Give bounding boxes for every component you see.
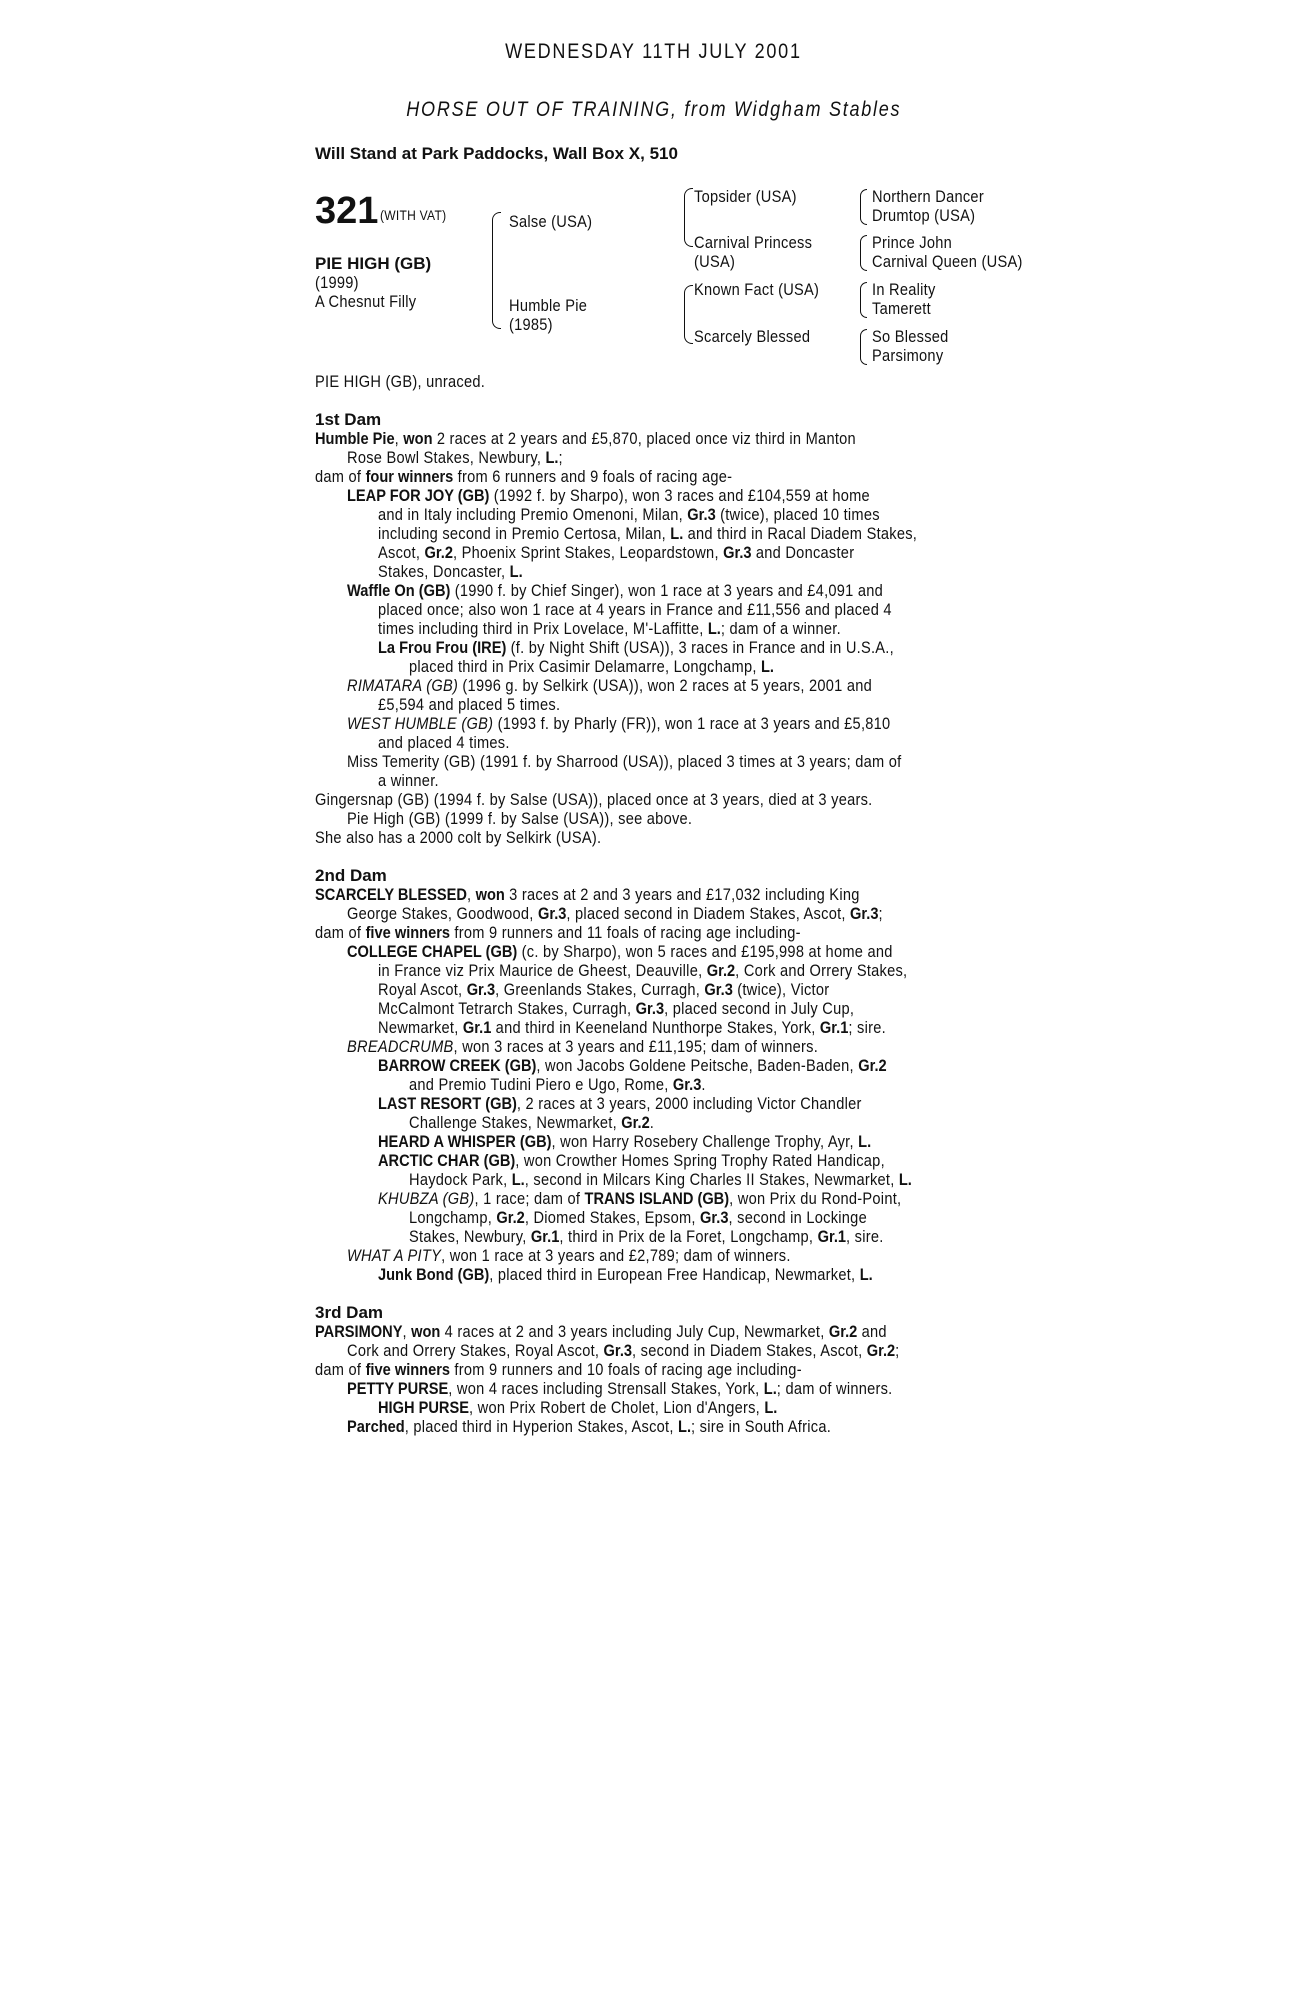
pedigree-gs2: Known Fact (USA): [694, 280, 820, 299]
text-line: La Frou Frou (IRE) (f. by Night Shift (USA)), 3 races in France and in U.S.A.,: [378, 638, 894, 657]
pedigree-g2a: Prince John: [872, 233, 953, 252]
section-heading: 1st Dam: [315, 410, 382, 429]
text-line: dam of five winners from 9 runners and 11 foals of racing age including-: [315, 923, 801, 942]
sale-subtitle: HORSE OUT OF TRAINING, from Widgham Stables: [406, 98, 901, 121]
text-line: including second in Premio Certosa, Milan, L. and third in Racal Diadem Stakes,: [378, 524, 918, 543]
section-heading: 2nd Dam: [315, 866, 387, 885]
text-line: Longchamp, Gr.2, Diomed Stakes, Epsom, Gr.3, second in Lockinge: [409, 1208, 867, 1227]
text-line: SCARCELY BLESSED, won 3 races at 2 and 3 years and £17,032 including King: [315, 885, 860, 904]
section-heading: 3rd Dam: [315, 1303, 384, 1322]
text-line: in France viz Prix Maurice de Gheest, Deauville, Gr.2, Cork and Orrery Stakes,: [378, 961, 908, 980]
text-line: George Stakes, Goodwood, Gr.3, placed second in Diadem Stakes, Ascot, Gr.3;: [347, 904, 883, 923]
pedigree-g4a: So Blessed: [872, 327, 949, 346]
text-line: placed once; also won 1 race at 4 years in France and £11,556 and placed 4: [378, 600, 892, 619]
text-line: BREADCRUMB, won 3 races at 3 years and £11,195; dam of winners.: [347, 1037, 819, 1056]
text-line: Ascot, Gr.2, Phoenix Sprint Stakes, Leopardstown, Gr.3 and Doncaster: [378, 543, 855, 562]
pedigree-brace-4: [860, 189, 867, 225]
text-line: Stakes, Newbury, Gr.1, third in Prix de la Foret, Longchamp, Gr.1, sire.: [409, 1227, 884, 1246]
text-line: Challenge Stakes, Newmarket, Gr.2.: [409, 1113, 655, 1132]
vat-note: (WITH VAT): [380, 207, 447, 223]
text-line: LEAP FOR JOY (GB) (1992 f. by Sharpo), won 3 races and £104,559 at home: [347, 486, 870, 505]
text-line: times including third in Prix Lovelace, M'-Laffitte, L.; dam of a winner.: [378, 619, 841, 638]
pedigree-g2b: Carnival Queen (USA): [872, 252, 1023, 271]
text-line: Haydock Park, L., second in Milcars King Charles II Stakes, Newmarket, L.: [409, 1170, 912, 1189]
text-line: £5,594 and placed 5 times.: [378, 695, 561, 714]
text-line: McCalmont Tetrarch Stakes, Curragh, Gr.3, placed second in July Cup,: [378, 999, 855, 1018]
pedigree-brace-1: [492, 212, 501, 329]
text-line: Stakes, Doncaster, L.: [378, 562, 523, 581]
pedigree-g3a: In Reality: [872, 280, 936, 299]
race-record: PIE HIGH (GB), unraced.: [315, 372, 486, 391]
text-line: KHUBZA (GB), 1 race; dam of TRANS ISLAND (GB), won Prix du Rond-Point,: [378, 1189, 902, 1208]
text-line: dam of five winners from 9 runners and 10 foals of racing age including-: [315, 1360, 802, 1379]
text-line: ARCTIC CHAR (GB), won Crowther Homes Spring Trophy Rated Handicap,: [378, 1151, 885, 1170]
text-line: BARROW CREEK (GB), won Jacobs Goldene Peitsche, Baden-Baden, Gr.2: [378, 1056, 887, 1075]
text-line: HIGH PURSE, won Prix Robert de Cholet, Lion d'Angers, L.: [378, 1398, 778, 1417]
pedigree-brace-5: [860, 235, 867, 271]
text-line: Parched, placed third in Hyperion Stakes, Ascot, L.; sire in South Africa.: [347, 1417, 832, 1436]
text-line: PARSIMONY, won 4 races at 2 and 3 years including July Cup, Newmarket, Gr.2 and: [315, 1322, 887, 1341]
stand-location: Will Stand at Park Paddocks, Wall Box X, 510: [315, 144, 678, 163]
text-line: HEARD A WHISPER (GB), won Harry Rosebery Challenge Trophy, Ayr, L.: [378, 1132, 872, 1151]
text-line: a winner.: [378, 771, 439, 790]
pedigree-dam-year: (1985): [509, 315, 553, 334]
text-line: and in Italy including Premio Omenoni, Milan, Gr.3 (twice), placed 10 times: [378, 505, 880, 524]
pedigree-brace-6: [860, 282, 867, 318]
text-line: Rose Bowl Stakes, Newbury, L.;: [347, 448, 563, 467]
text-line: Gingersnap (GB) (1994 f. by Salse (USA)), placed once at 3 years, died at 3 years.: [315, 790, 873, 809]
text-line: Miss Temerity (GB) (1991 f. by Sharrood (USA)), placed 3 times at 3 years; dam of: [347, 752, 902, 771]
pedigree-brace-7: [860, 329, 867, 365]
text-line: and Premio Tudini Piero e Ugo, Rome, Gr.3.: [409, 1075, 706, 1094]
text-line: Humble Pie, won 2 races at 2 years and £5,870, placed once viz third in Manton: [315, 429, 856, 448]
pedigree-dam: Humble Pie: [509, 296, 588, 315]
text-line: WHAT A PITY, won 1 race at 3 years and £2,789; dam of winners.: [347, 1246, 791, 1265]
pedigree-g1a: Northern Dancer: [872, 187, 984, 206]
text-line: Royal Ascot, Gr.3, Greenlands Stakes, Curragh, Gr.3 (twice), Victor: [378, 980, 830, 999]
text-line: Pie High (GB) (1999 f. by Salse (USA)), see above.: [347, 809, 693, 828]
text-line: WEST HUMBLE (GB) (1993 f. by Pharly (FR)), won 1 race at 3 years and £5,810: [347, 714, 891, 733]
text-line: COLLEGE CHAPEL (GB) (c. by Sharpo), won 5 races and £195,998 at home and: [347, 942, 893, 961]
pedigree-brace-3: [684, 285, 693, 344]
pedigree-gd2: Scarcely Blessed: [694, 327, 811, 346]
pedigree-gd1: Carnival Princess: [694, 233, 813, 252]
text-line: Waffle On (GB) (1990 f. by Chief Singer), won 1 race at 3 years and £4,091 and: [347, 581, 884, 600]
text-line: PETTY PURSE, won 4 races including Strensall Stakes, York, L.; dam of winners.: [347, 1379, 893, 1398]
text-line: Junk Bond (GB), placed third in European Free Handicap, Newmarket, L.: [378, 1265, 873, 1284]
horse-name: PIE HIGH (GB): [315, 254, 432, 273]
pedigree-gs1: Topsider (USA): [694, 187, 797, 206]
text-line: and placed 4 times.: [378, 733, 510, 752]
text-line: Cork and Orrery Stakes, Royal Ascot, Gr.3, second in Diadem Stakes, Ascot, Gr.2;: [347, 1341, 900, 1360]
text-line: RIMATARA (GB) (1996 g. by Selkirk (USA)), won 2 races at 5 years, 2001 and: [347, 676, 873, 695]
horse-desc: A Chesnut Filly: [315, 292, 417, 311]
text-line: dam of four winners from 6 runners and 9 foals of racing age-: [315, 467, 733, 486]
text-line: LAST RESORT (GB), 2 races at 3 years, 2000 including Victor Chandler: [378, 1094, 862, 1113]
text-line: placed third in Prix Casimir Delamarre, Longchamp, L.: [409, 657, 774, 676]
pedigree-g4b: Parsimony: [872, 346, 944, 365]
pedigree-brace-2: [684, 188, 693, 247]
pedigree-g1b: Drumtop (USA): [872, 206, 976, 225]
lot-number: 321: [315, 190, 379, 232]
text-line: She also has a 2000 colt by Selkirk (USA).: [315, 828, 602, 847]
sale-date: WEDNESDAY 11TH JULY 2001: [505, 40, 802, 63]
pedigree-g3b: Tamerett: [872, 299, 931, 318]
text-line: Newmarket, Gr.1 and third in Keeneland Nunthorpe Stakes, York, Gr.1; sire.: [378, 1018, 886, 1037]
horse-year: (1999): [315, 273, 359, 292]
pedigree-gd1-country: (USA): [694, 252, 736, 271]
pedigree-sire: Salse (USA): [509, 212, 593, 231]
